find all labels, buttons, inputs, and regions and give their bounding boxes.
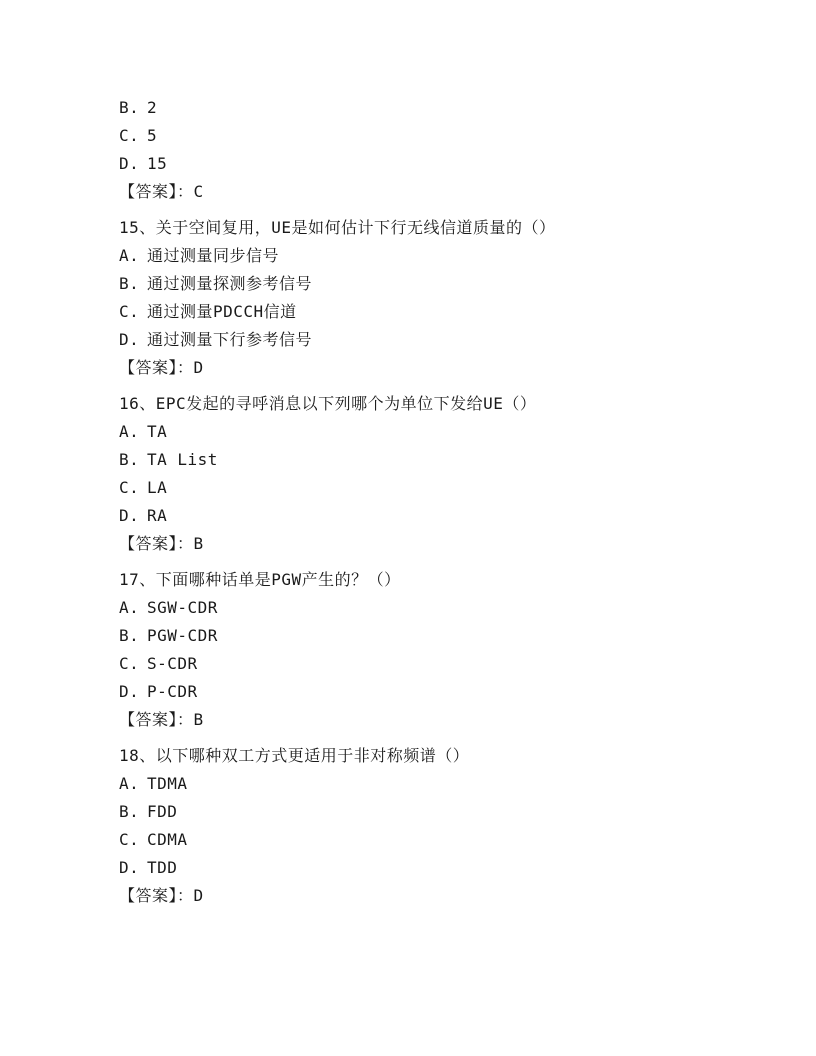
option-text: SGW-CDR bbox=[147, 598, 218, 617]
option-text: 2 bbox=[147, 98, 158, 117]
option-text: 通过测量同步信号 bbox=[147, 246, 280, 265]
option-text: S-CDR bbox=[147, 654, 198, 673]
answer-label: 【答案】： bbox=[119, 182, 194, 201]
option-line bbox=[119, 150, 759, 178]
option-letter: D. bbox=[119, 682, 140, 701]
option-letter: C. bbox=[119, 126, 140, 145]
option-text: 通过测量下行参考信号 bbox=[147, 330, 313, 349]
option-line bbox=[119, 270, 759, 298]
option-text: 15 bbox=[147, 154, 168, 173]
option-line bbox=[119, 326, 759, 354]
option-line bbox=[119, 854, 759, 882]
option-text: TA List bbox=[147, 450, 218, 469]
option-line bbox=[119, 502, 759, 530]
answer-label: 【答案】： bbox=[119, 534, 194, 553]
option-letter: B. bbox=[119, 274, 140, 293]
question-title: 15、关于空间复用，UE是如何估计下行无线信道质量的（） bbox=[119, 218, 556, 237]
option-line bbox=[119, 826, 759, 854]
question-block bbox=[119, 390, 759, 558]
option-letter: D. bbox=[119, 858, 140, 877]
question-document bbox=[119, 94, 759, 910]
option-line bbox=[119, 678, 759, 706]
option-line bbox=[119, 770, 759, 798]
option-letter: C. bbox=[119, 302, 140, 321]
answer-value: D bbox=[193, 886, 204, 905]
answer-value: C bbox=[193, 182, 204, 201]
option-text: FDD bbox=[147, 802, 178, 821]
option-letter: A. bbox=[119, 774, 140, 793]
option-line bbox=[119, 622, 759, 650]
question-block bbox=[119, 214, 759, 382]
option-text: RA bbox=[147, 506, 168, 525]
option-text: 通过测量PDCCH信道 bbox=[147, 302, 297, 321]
option-letter: A. bbox=[119, 422, 140, 441]
answer-value: B bbox=[193, 534, 204, 553]
option-text: 通过测量探测参考信号 bbox=[147, 274, 313, 293]
option-text: P-CDR bbox=[147, 682, 198, 701]
answer-value: D bbox=[193, 358, 204, 377]
option-text: 5 bbox=[147, 126, 158, 145]
option-letter: A. bbox=[119, 598, 140, 617]
option-text: LA bbox=[147, 478, 168, 497]
option-text: TA bbox=[147, 422, 168, 441]
option-line bbox=[119, 650, 759, 678]
answer-label: 【答案】： bbox=[119, 710, 194, 729]
option-line bbox=[119, 798, 759, 826]
option-letter: D. bbox=[119, 506, 140, 525]
option-text: CDMA bbox=[147, 830, 188, 849]
option-line bbox=[119, 418, 759, 446]
answer-label: 【答案】： bbox=[119, 358, 194, 377]
option-line bbox=[119, 474, 759, 502]
option-text: PGW-CDR bbox=[147, 626, 218, 645]
answer-line bbox=[119, 706, 759, 734]
option-letter: B. bbox=[119, 626, 140, 645]
answer-line bbox=[119, 530, 759, 558]
question-title: 18、以下哪种双工方式更适用于非对称频谱（） bbox=[119, 746, 470, 765]
option-line bbox=[119, 242, 759, 270]
question-title: 16、EPC发起的寻呼消息以下列哪个为单位下发给UE（） bbox=[119, 394, 537, 413]
question-title: 17、下面哪种话单是PGW产生的？（） bbox=[119, 570, 401, 589]
option-letter: D. bbox=[119, 330, 140, 349]
answer-label: 【答案】： bbox=[119, 886, 194, 905]
option-text: TDD bbox=[147, 858, 178, 877]
option-letter: B. bbox=[119, 450, 140, 469]
option-letter: B. bbox=[119, 98, 140, 117]
question-block bbox=[119, 94, 759, 206]
option-line bbox=[119, 594, 759, 622]
option-text: TDMA bbox=[147, 774, 188, 793]
option-letter: C. bbox=[119, 478, 140, 497]
question-block bbox=[119, 566, 759, 734]
answer-value: B bbox=[193, 710, 204, 729]
question-block bbox=[119, 742, 759, 910]
option-letter: B. bbox=[119, 802, 140, 821]
answer-line bbox=[119, 882, 759, 910]
option-line bbox=[119, 122, 759, 150]
option-letter: A. bbox=[119, 246, 140, 265]
option-letter: C. bbox=[119, 654, 140, 673]
option-line bbox=[119, 446, 759, 474]
answer-line bbox=[119, 354, 759, 382]
option-letter: C. bbox=[119, 830, 140, 849]
option-letter: D. bbox=[119, 154, 140, 173]
option-line bbox=[119, 298, 759, 326]
answer-line bbox=[119, 178, 759, 206]
option-line bbox=[119, 94, 759, 122]
